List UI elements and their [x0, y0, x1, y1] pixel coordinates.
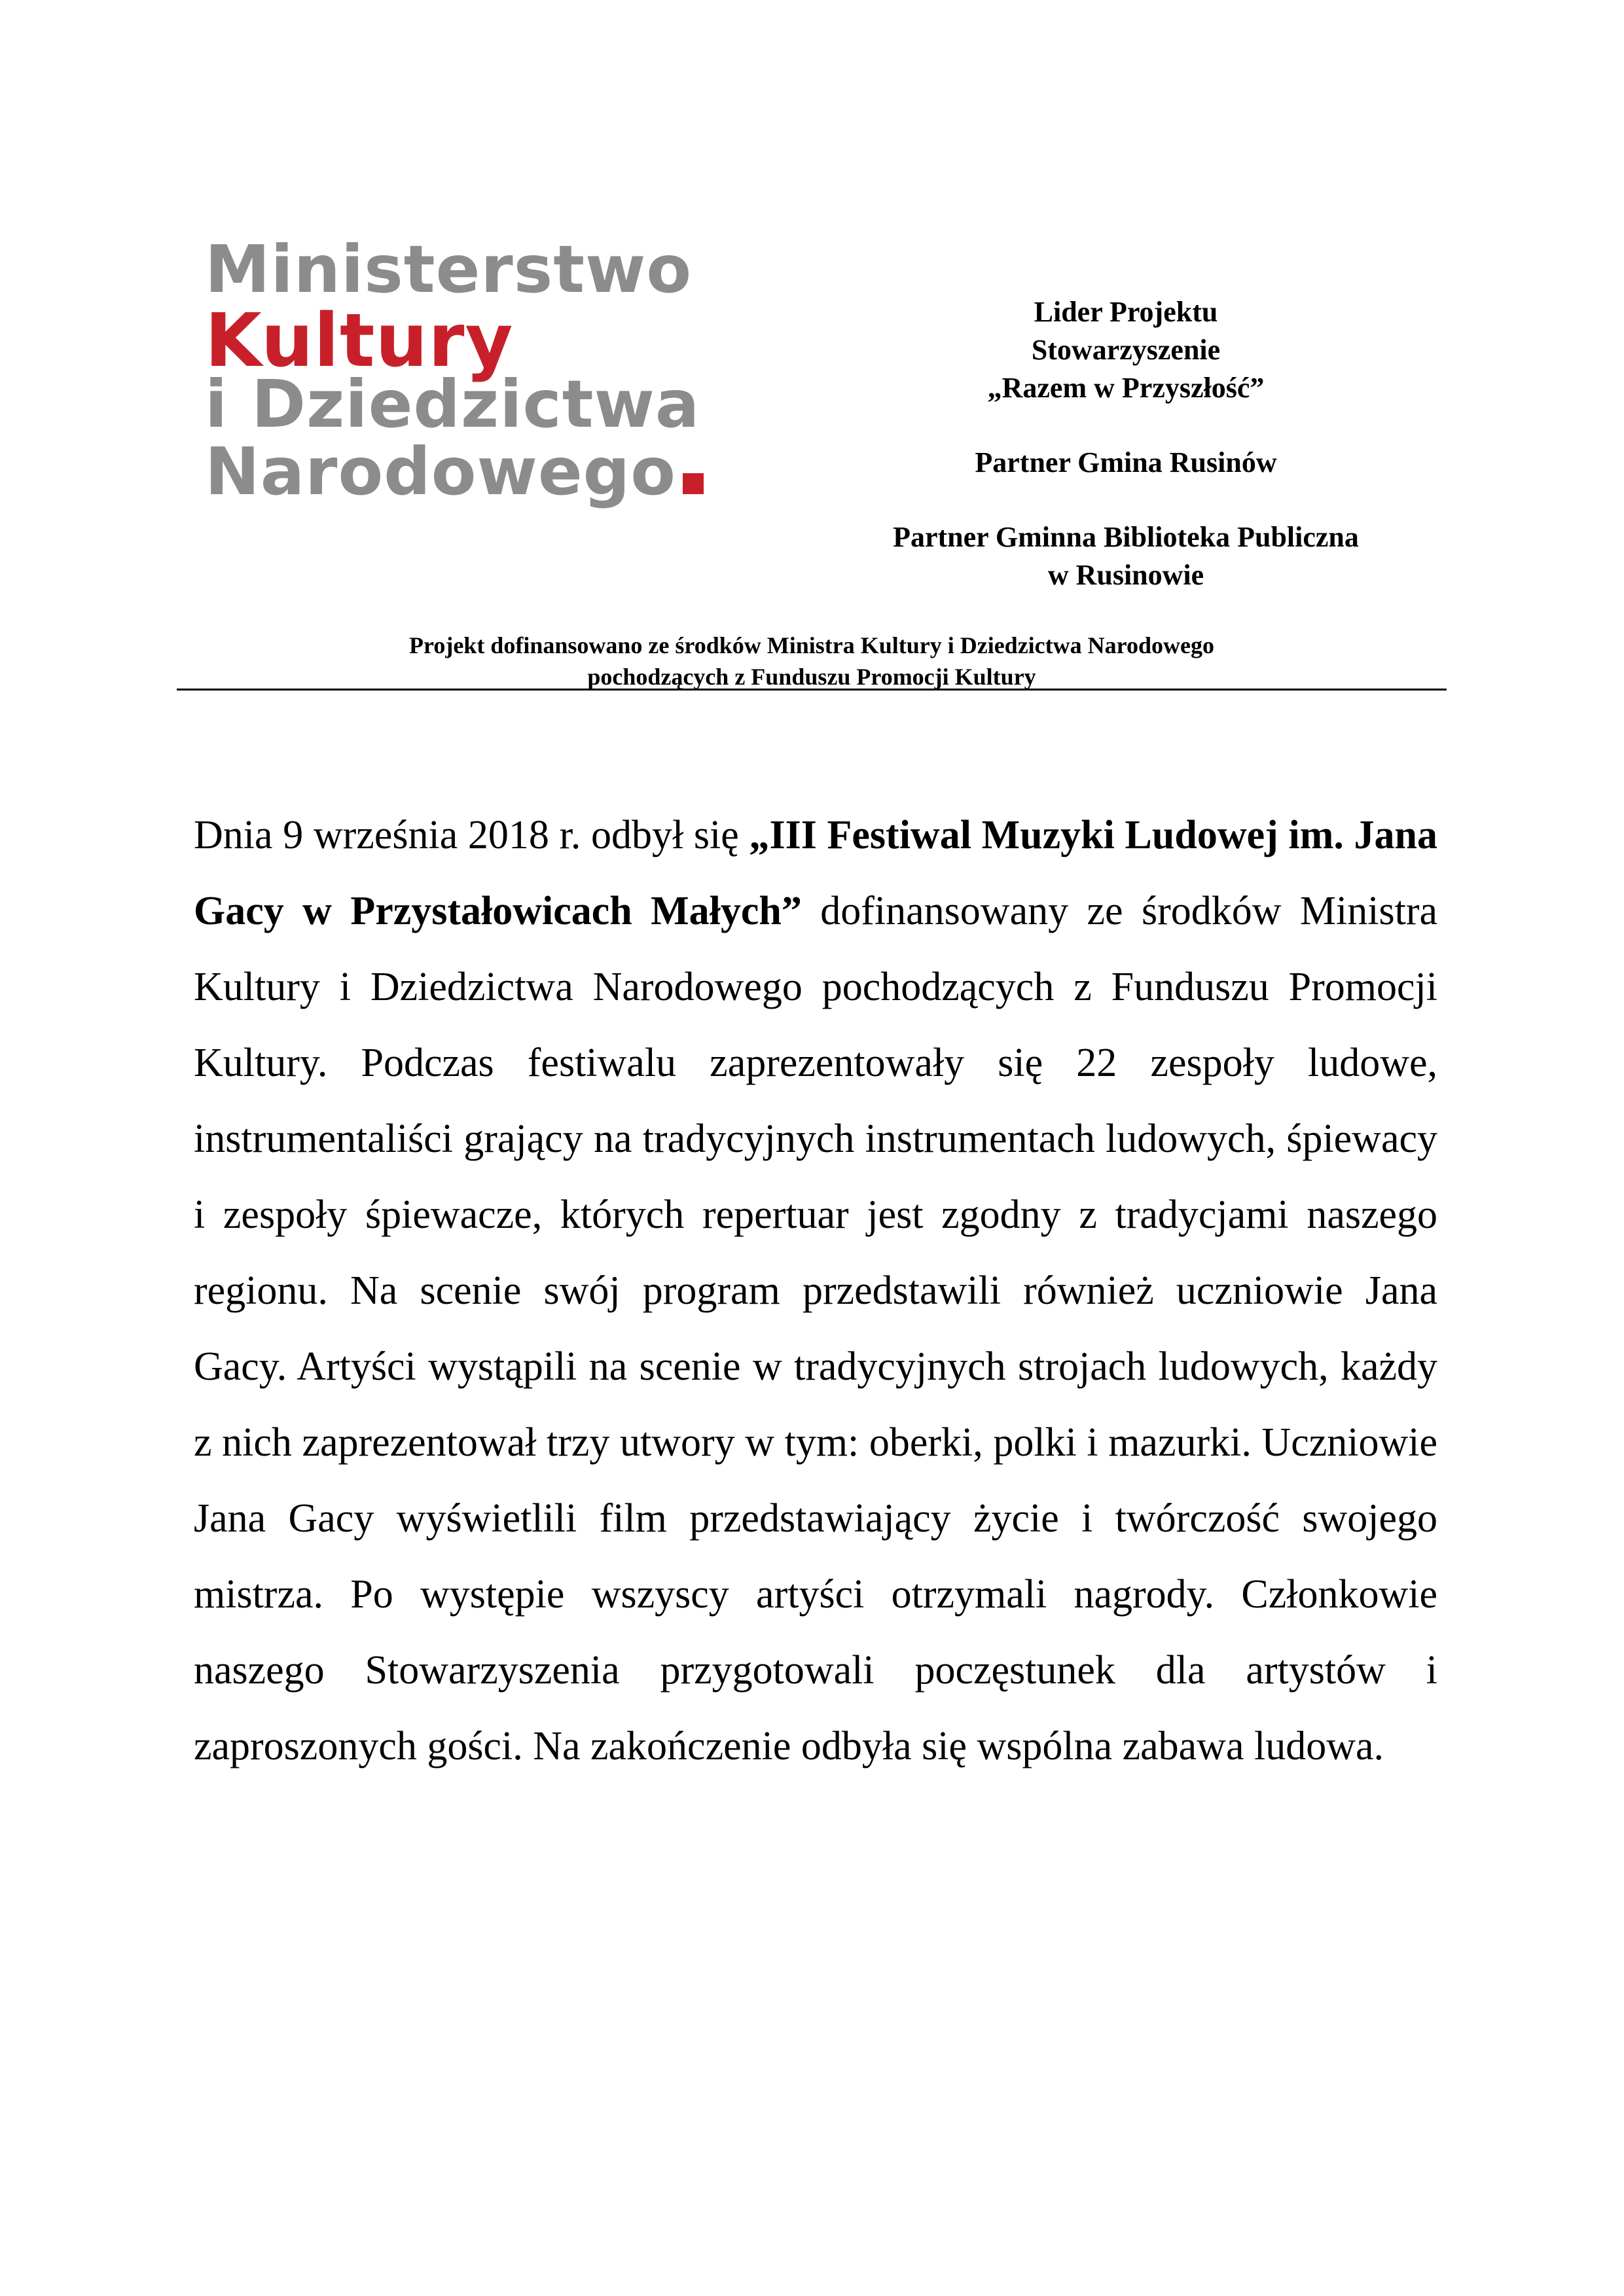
- funding-line1: Projekt dofinansowano ze środków Ministra Kultury i Dziedzictwa Narodowego: [409, 632, 1214, 658]
- funding-line2: pochodzących z Funduszu Promocji Kultury: [587, 664, 1036, 690]
- header-divider: [177, 689, 1447, 691]
- spacer: [812, 482, 1440, 518]
- project-partners: [812, 293, 1440, 594]
- logo-line-dziedzictwa: i Dziedzictwa: [205, 366, 700, 442]
- leader-org-line2: „Razem w Przyszłość”: [987, 372, 1265, 404]
- leader-title: Lider Projektu: [1034, 296, 1218, 328]
- logo-narodowego-text: Narodowego: [205, 433, 676, 510]
- spacer: [812, 407, 1440, 444]
- partner-gmina: Partner Gmina Rusinów: [975, 446, 1277, 478]
- partner-library-line1: Partner Gminna Biblioteka Publiczna: [893, 521, 1359, 553]
- logo-red-square: [683, 473, 704, 494]
- logo-line-kultury: Kultury: [205, 298, 514, 384]
- funding-note: [177, 630, 1447, 692]
- logo-line-narodowego: [205, 433, 715, 510]
- event-name: „III Festiwal Muzyki Ludowej im. Jana Gacy w Przystałowicach Małych”: [194, 813, 1438, 933]
- logo-line-ministerstwo: Ministerstwo: [205, 231, 693, 308]
- article-intro: Dnia 9 września 2018 r. odbył się: [194, 813, 749, 857]
- leader-org-line1: Stowarzyszenie: [1031, 334, 1221, 366]
- article-body: [194, 797, 1437, 1784]
- partner-library-line2: w Rusinowie: [1047, 559, 1204, 591]
- ministry-logo: [205, 231, 715, 510]
- article-text: dofinansowany ze środków Ministra Kultury i Dziedzictwa Narodowego pochodzących z Funduszu Promocji Kultury. Podczas festiwalu zaprezentowały się 22 zespoły ludowe, instrumentaliści grający na tradycyjnych instrumentach ludowych, śpiewacy i zespoły śpiewacze, których repertuar jest zgodny z tradycjami naszego regionu. Na scenie swój program przedstawili również uczniowie Jana Gacy. Artyści wystąpili na scenie w tradycyjnych strojach ludowych, każdy z nich zaprezentował trzy utwory w tym: oberki, polki i mazurki. Uczniowie Jana Gacy wyświetlili film przedstawiający życie i twórczość swojego mistrza. Po występie wszyscy artyści otrzymali nagrody. Członkowie naszego Stowarzyszenia przygotowali poczęstunek dla artystów i zaproszonych gości. Na zakończenie odbyła się wspólna zabawa ludowa.: [194, 889, 1437, 1768]
